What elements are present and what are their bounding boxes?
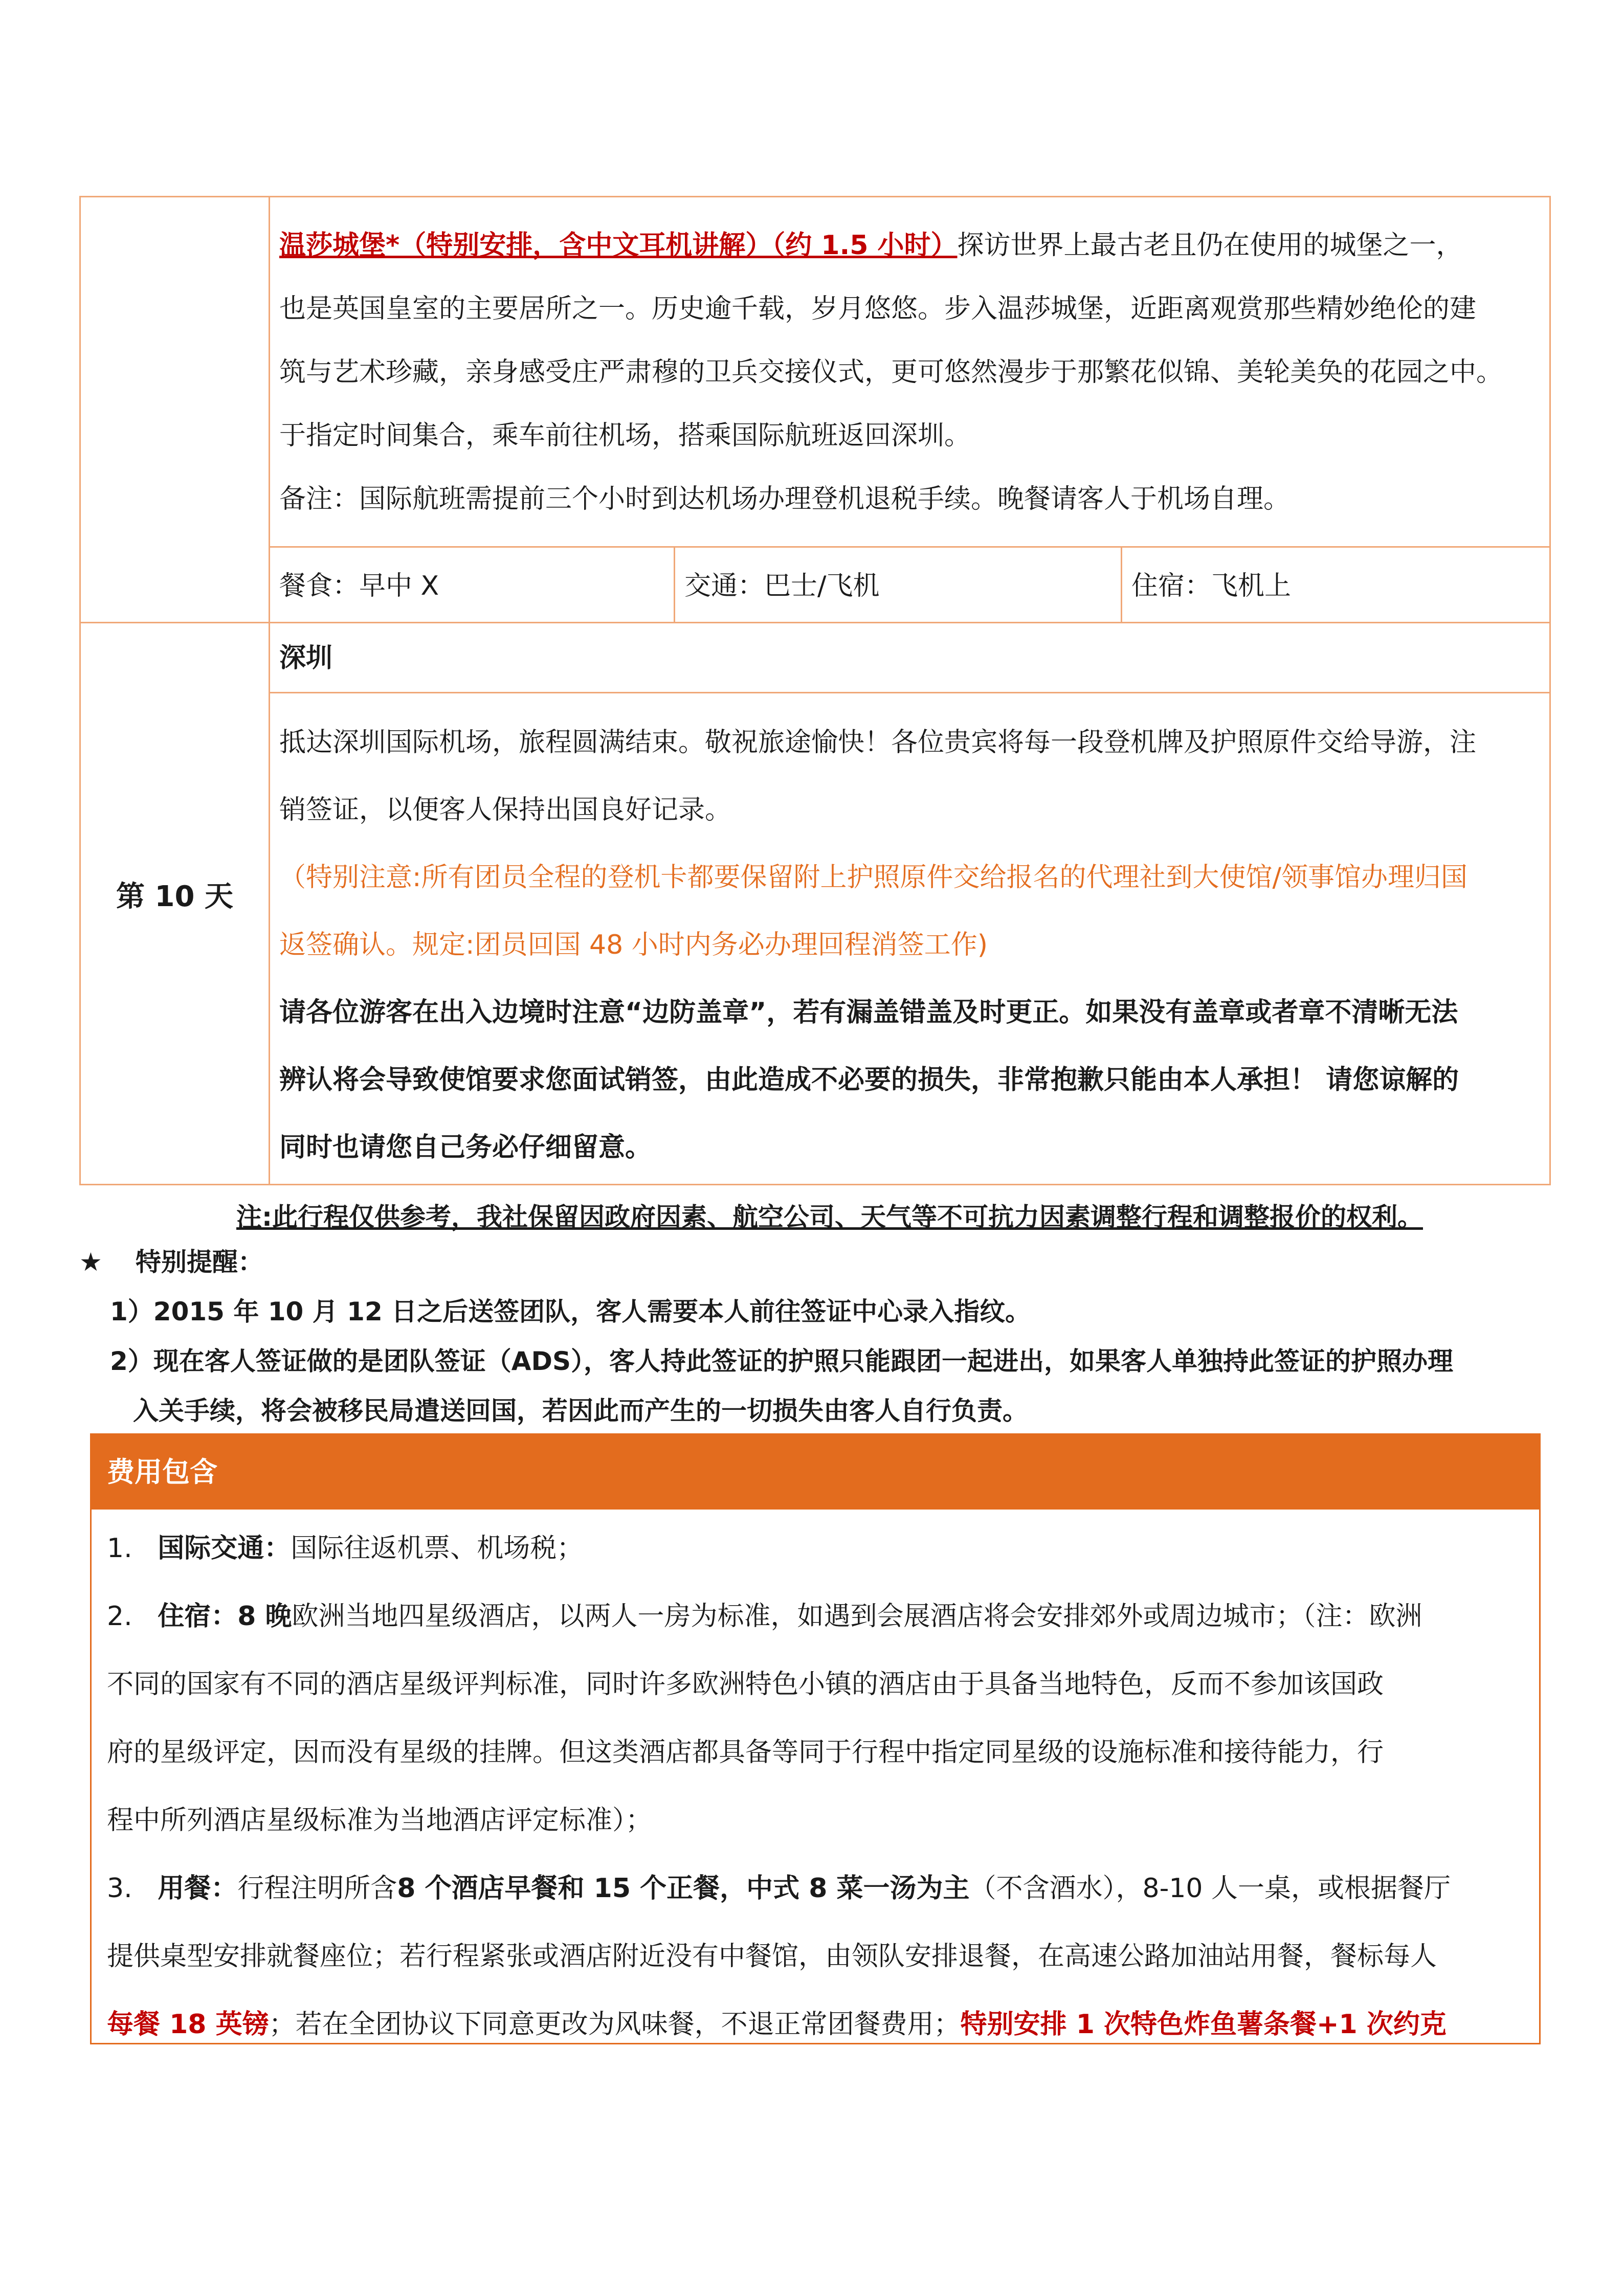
meal-cell: 餐食：早中 X: [270, 548, 675, 622]
day-10-p1-l1: 抵达深圳国际机场，旅程圆满结束。敬祝旅途愉快！各位贵宾将每一段登机牌及护照原件交给导游，注: [279, 727, 1477, 758]
fee-item-2-l2: 不同的国家有不同的酒店星级评判标准，同时许多欧洲特色小镇的酒店由于具备当地特色，反而不参加该国政: [107, 1669, 1384, 1700]
day-9-label-cell: [81, 197, 270, 623]
day-10-label: 第 10 天: [116, 880, 233, 913]
day-9-remark: 备注：国际航班需提前三个小时到达机场办理登机退税手续。晚餐请客人于机场自理。: [279, 484, 1291, 514]
day-9-line-2: 也是英国皇室的主要居所之一。历史逾千载，岁月悠悠。步入温莎城堡，近距离观赏那些精妙绝伦的建: [279, 294, 1477, 324]
day-9-line-3: 筑与艺术珍藏，亲身感受庄严肃穆的卫兵交接仪式，更可悠然漫步于那繁花似锦、美轮美奂的花园之中。: [279, 357, 1503, 388]
fee-item-3-l2: 提供桌型安排就餐座位；若行程紧张或酒店附近没有中餐馆，由领队安排退餐，在高速公路加油站用餐，餐标每人: [107, 1941, 1437, 1972]
star-icon: ★: [79, 1247, 102, 1277]
day-10-p1-l2: 销签证，以便客人保持出国良好记录。: [279, 795, 732, 825]
itinerary-table: [79, 196, 1551, 1185]
fee-included-box: [90, 1433, 1541, 2044]
lodging-cell: 住宿：飞机上: [1131, 571, 1292, 601]
fee-item-3: 3. 用餐：行程注明所含8 个酒店早餐和 15 个正餐，中式 8 菜一汤为主（不含酒水），8-10 人一桌，或根据餐厅: [107, 1873, 1451, 1904]
day-10-city: 深圳: [270, 623, 1549, 693]
day-10-label-cell: [81, 623, 270, 1185]
day-10-p2-l2: 返签确认。规定:团员回国 48 小时内务必办理回程消签工作): [279, 930, 988, 960]
fee-item-2: 2. 住宿：8 晚欧洲当地四星级酒店，以两人一房为标准，如遇到会展酒店将会安排郊外或周边城市；（注：欧洲: [107, 1601, 1422, 1632]
day-10-content: [270, 709, 1549, 1181]
day-9-content: [270, 212, 1549, 533]
fee-item-3-l3: 每餐 18 英镑；若在全团协议下同意更改为风味餐，不退正常团餐费用；特别安排 1 次特色炸鱼薯条餐+1 次约克: [107, 2009, 1447, 2040]
fee-item-1: 1. 国际交通：国际往返机票、机场税；: [107, 1533, 584, 1564]
day-10-p3-l2: 辨认将会导致使馆要求您面试销签，由此造成不必要的损失，非常抱歉只能由本人承担！ 请您谅解的: [279, 1065, 1459, 1095]
special-reminders: [79, 1237, 1563, 1436]
day-10-p3-l1: 请各位游客在出入边境时注意“边防盖章”，若有漏盖错盖及时更正。如果没有盖章或者章不清晰无法: [279, 997, 1458, 1028]
day-10-p3-l3: 同时也请您自己务必仔细留意。: [279, 1132, 652, 1163]
reminder-2-l1: 2）现在客人签证做的是团队签证（ADS），客人持此签证的护照只能跟团一起进出，如果客人单独持此签证的护照办理: [110, 1346, 1453, 1376]
reminder-2-l2: 入关手续，将会被移民局遣送回国，若因此而产生的一切损失由客人自行负责。: [133, 1396, 1028, 1426]
day-9-meal-row: [270, 546, 1549, 623]
fee-body: [107, 1515, 1524, 2059]
transport-cell: 交通：巴士/飞机: [675, 548, 1122, 622]
disclaimer-note: 注:此行程仅供参考，我社保留因政府因素、航空公司、天气等不可抗力因素调整行程和调整报价的权利。: [236, 1202, 1423, 1232]
fee-item-2-l4: 程中所列酒店星级标准为当地酒店评定标准）；: [107, 1805, 653, 1836]
day-9-line-1: 温莎城堡*（特别安排，含中文耳机讲解）（约 1.5 小时）探访世界上最古老且仍在使用的城堡之一，: [279, 230, 1463, 261]
day-9-line-4: 于指定时间集合，乘车前往机场，搭乘国际航班返回深圳。: [279, 420, 971, 451]
windsor-castle-title: 温莎城堡*（特别安排，含中文耳机讲解）（约 1.5 小时）: [279, 230, 958, 261]
fee-header: 费用包含: [92, 1435, 1539, 1510]
reminder-1: 1）2015 年 10 月 12 日之后送签团队，客人需要本人前往签证中心录入指纹。: [110, 1297, 1031, 1326]
fee-item-2-l3: 府的星级评定，因而没有星级的挂牌。但这类酒店都具备等同于行程中指定同星级的设施标准和接待能力，行: [107, 1737, 1384, 1768]
day-10-p2-l1: （特别注意:所有团员全程的登机卡都要保留附上护照原件交给报名的代理社到大使馆/领事馆办理归国: [279, 862, 1468, 893]
reminder-heading: ★ 特别提醒：: [79, 1237, 1563, 1287]
